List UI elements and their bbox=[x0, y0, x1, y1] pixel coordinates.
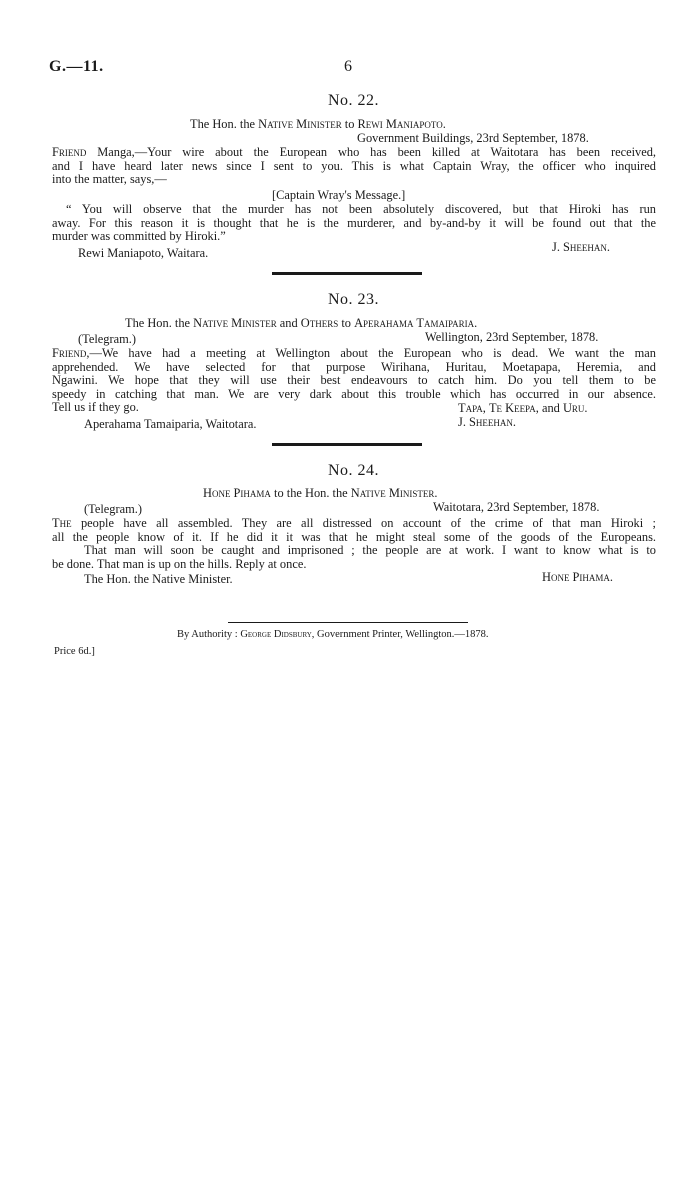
document-id: G.—11. bbox=[49, 58, 104, 75]
heading-text: to bbox=[338, 316, 355, 330]
body-line: apprehended. We have selected for that purpose Wirihana, Huritau, Moetapapa, Heremia, and bbox=[52, 360, 656, 374]
printer-imprint bbox=[177, 628, 489, 642]
signers bbox=[458, 402, 588, 416]
imprint-text: , Government Printer, Wellington.—1878. bbox=[311, 629, 489, 640]
section-title: No. 23. bbox=[328, 291, 380, 308]
heading-text: . bbox=[434, 486, 438, 500]
body-line: Tell us if they go. bbox=[52, 400, 139, 415]
heading-text: . bbox=[474, 316, 478, 330]
heading-recipient-role: Native Minister bbox=[350, 486, 435, 500]
body-line: all the people know of it. If he did it it was that he might steal some of the goods of the Europeans. bbox=[52, 530, 656, 544]
body-line bbox=[52, 517, 656, 531]
section-divider bbox=[272, 443, 422, 446]
addressee: Rewi Maniapoto, Waitara. bbox=[78, 246, 209, 260]
salutation: Friend bbox=[52, 347, 87, 360]
imprint-text: By Authority : bbox=[177, 629, 241, 640]
signer-name: Te Keepa bbox=[488, 401, 536, 415]
salutation: Friend bbox=[52, 146, 87, 159]
addressee: Aperahama Tamaiparia, Waitotara. bbox=[84, 417, 257, 431]
body-line: Ngawini. We hope that they will use their best endeavours to catch him. Do you tell them to be bbox=[52, 374, 656, 388]
letter-body bbox=[52, 517, 656, 571]
dateline: Waitotara, 23rd September, 1878. bbox=[433, 500, 600, 514]
addressee: The Hon. the Native Minister. bbox=[84, 572, 233, 586]
quote-line: “ You will observe that the murder has not been absolutely discovered, but that Hiroki has run bbox=[66, 203, 656, 216]
telegram-label: (Telegram.) bbox=[84, 502, 142, 516]
heading-text: . bbox=[442, 117, 446, 131]
section-heading bbox=[190, 118, 446, 132]
heading-recipient-name: Rewi Maniapoto bbox=[357, 117, 443, 131]
telegram-label: (Telegram.) bbox=[78, 332, 136, 346]
letter-body bbox=[52, 146, 656, 187]
page-number: 6 bbox=[344, 58, 352, 75]
heading-text: to the Hon. the bbox=[270, 486, 351, 500]
heading-sender-name: Hone Pihama bbox=[203, 486, 271, 500]
signer-separator: . bbox=[584, 401, 588, 415]
body-line bbox=[52, 347, 656, 361]
signer-name: Uru bbox=[562, 401, 585, 415]
price: Price 6d.] bbox=[54, 646, 95, 657]
signature: Hone Pihama. bbox=[542, 570, 614, 584]
heading-recipient-role: Native Minister bbox=[258, 117, 342, 131]
signature: J. Sheehan. bbox=[552, 240, 610, 254]
section-heading bbox=[125, 317, 477, 331]
heading-text: The Hon. the bbox=[125, 316, 194, 330]
heading-text: The Hon. the bbox=[190, 117, 259, 131]
body-text: Manga,—Your wire about the European who has been killed at Waitotara has been received, bbox=[86, 146, 656, 159]
signer-separator: , bbox=[482, 401, 489, 415]
section-divider bbox=[272, 272, 422, 275]
body-line: speedy in catching that man. We are very dark about this trouble which has occurred in our absence. bbox=[52, 387, 656, 401]
body-text: people have all assembled. They are all distressed on account of the crime of that man Hiroki ; bbox=[71, 517, 656, 530]
footer-rule bbox=[228, 622, 468, 623]
quote-line: away. For this reason it is thought that he is the murderer, and by-and-by it will be found out that the bbox=[52, 216, 656, 230]
message-label: [Captain Wray's Message.] bbox=[272, 188, 406, 202]
body-line: and I have heard later news since I sent to you. This is what Captain Wray, the officer who inquired bbox=[52, 159, 656, 173]
signer-separator: , and bbox=[535, 401, 563, 415]
heading-sender-role: Native Minister bbox=[193, 316, 277, 330]
body-line: be done. That man is up on the hills. Reply at once. bbox=[52, 556, 307, 571]
dateline: Wellington, 23rd September, 1878. bbox=[425, 330, 599, 344]
body-line bbox=[52, 146, 656, 160]
signer-name: Tapa bbox=[458, 401, 483, 415]
body-text: ,—We have had a meeting at Wellington about the European who is dead. We want the man bbox=[86, 347, 656, 360]
heading-sender-others: Others bbox=[300, 316, 339, 330]
section-heading bbox=[203, 487, 437, 501]
body-line: That man will soon be caught and imprisoned ; the people are at work. I want to know what is to bbox=[84, 544, 656, 558]
heading-text: to bbox=[341, 117, 358, 131]
section-title: No. 24. bbox=[328, 462, 380, 479]
salutation: The bbox=[52, 517, 72, 530]
heading-recipient-name: Aperahama Tamaiparia bbox=[354, 316, 475, 330]
quote-line: murder was committed by Hiroki.” bbox=[52, 229, 226, 244]
quoted-message bbox=[52, 203, 656, 244]
dateline: Government Buildings, 23rd September, 1878. bbox=[357, 131, 589, 145]
signature: J. Sheehan. bbox=[458, 415, 516, 429]
body-line: into the matter, says,— bbox=[52, 172, 167, 187]
printer-name: George Didsbury bbox=[240, 629, 312, 640]
section-title: No. 22. bbox=[328, 92, 380, 109]
heading-text: and bbox=[276, 316, 301, 330]
